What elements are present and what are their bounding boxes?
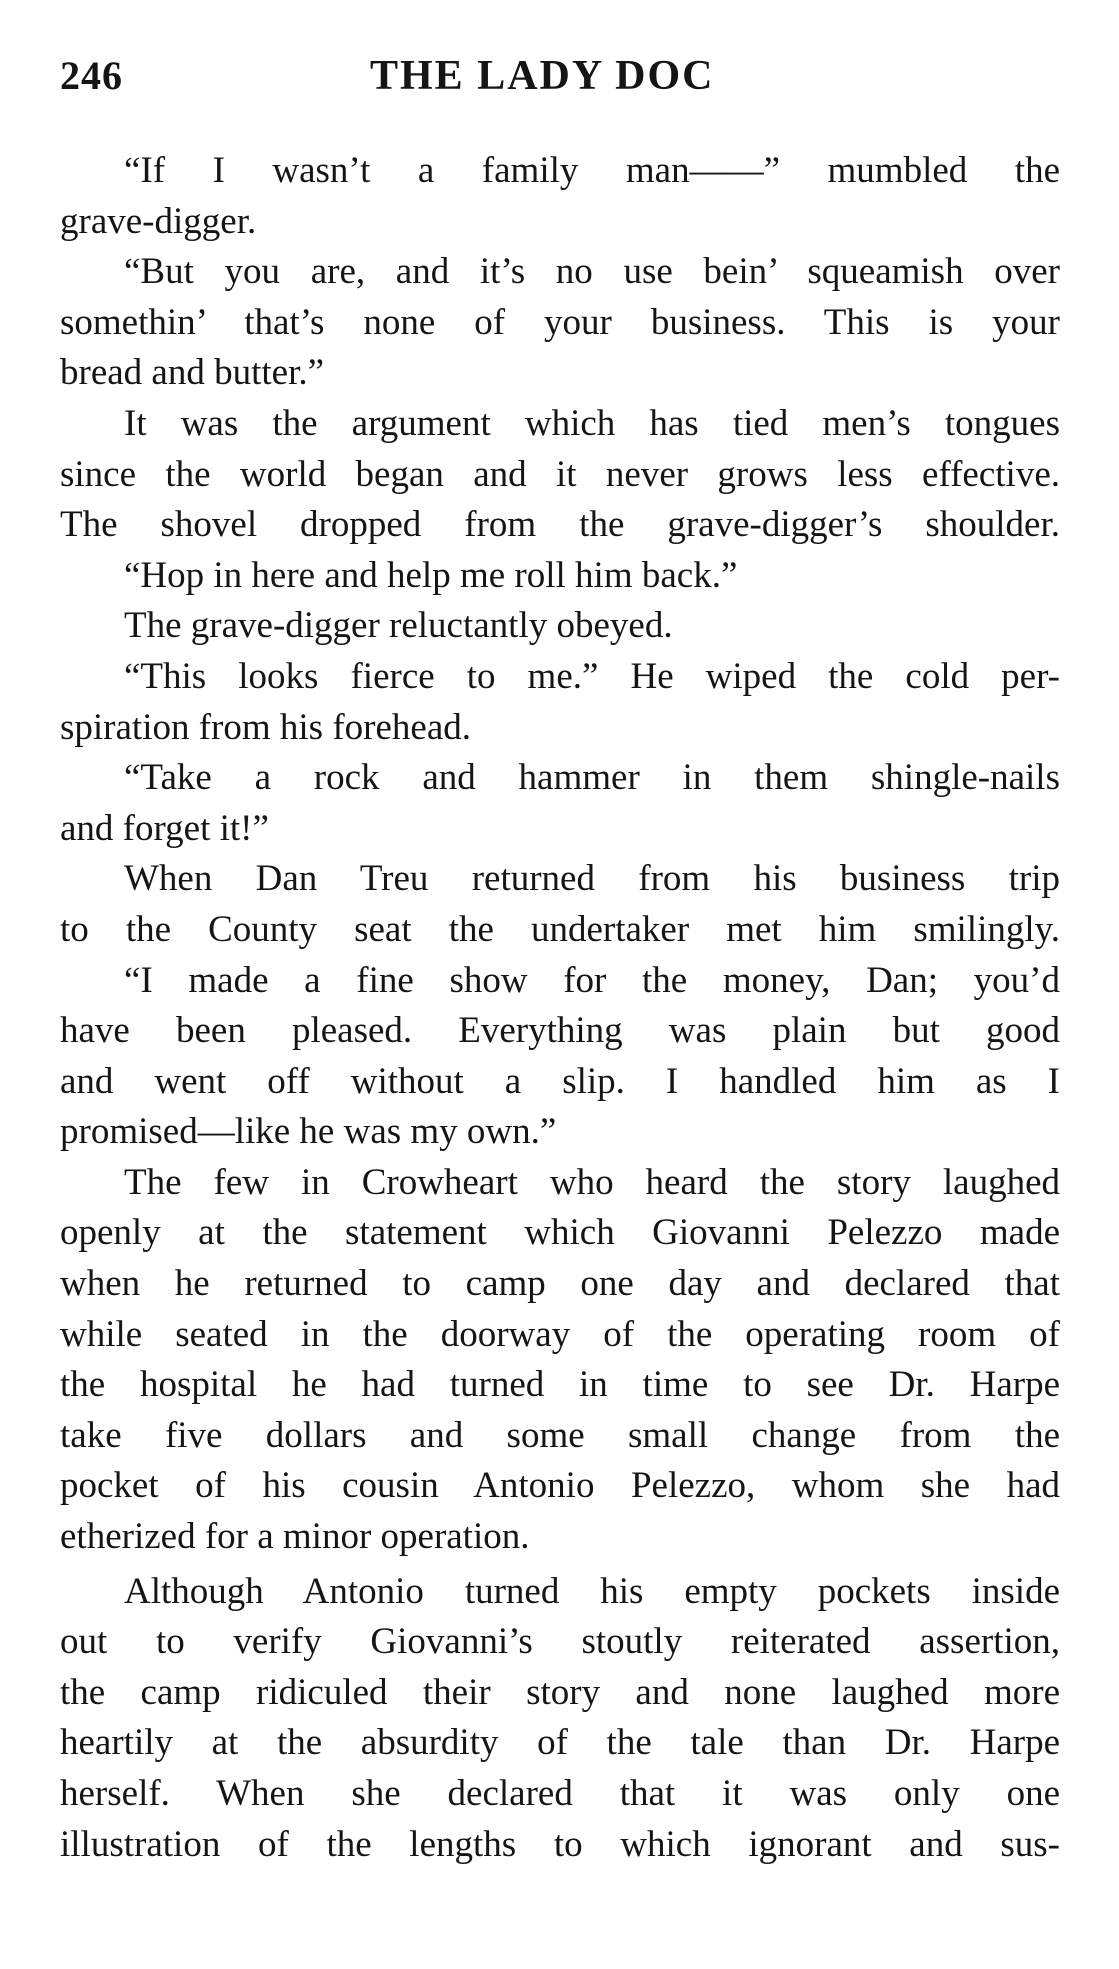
text-line: “I made a fine show for the money, Dan; you’d bbox=[124, 959, 1060, 1001]
text-line: When Dan Treu returned from his business trip bbox=[124, 858, 1060, 900]
text-line: the camp ridiculed their story and none laughed more bbox=[60, 1671, 1060, 1713]
text-line: “Hop in here and help me roll him back.” bbox=[124, 554, 738, 596]
text-line: illustration of the lengths to which ignorant and sus- bbox=[60, 1823, 1060, 1865]
text-line: somethin’ that’s none of your business. This is your bbox=[60, 301, 1060, 343]
text-line: pocket of his cousin Antonio Pelezzo, whom she had bbox=[60, 1465, 1060, 1507]
text-line: The shovel dropped from the grave-digger’s shoulder. bbox=[60, 504, 1060, 546]
body-text bbox=[60, 146, 1060, 1870]
text-line: promised—like he was my own.” bbox=[60, 1111, 557, 1153]
text-line: “This looks fierce to me.” He wiped the cold per- bbox=[124, 655, 1060, 697]
text-line: “Take a rock and hammer in them shingle-nails bbox=[124, 757, 1060, 799]
text-line: herself. When she declared that it was only one bbox=[60, 1773, 1060, 1814]
text-line: bread and butter.” bbox=[60, 352, 325, 394]
text-line: Although Antonio turned his empty pockets inside bbox=[124, 1570, 1060, 1612]
text-line: and went off without a slip. I handled him as I bbox=[60, 1060, 1060, 1102]
text-line: “If I wasn’t a family man——” mumbled the bbox=[124, 150, 1060, 191]
text-line: The grave-digger reluctantly obeyed. bbox=[124, 605, 673, 647]
text-line: “But you are, and it’s no use bein’ squeamish over bbox=[124, 251, 1060, 293]
page-header bbox=[60, 52, 1060, 112]
text-line: take five dollars and some small change from the bbox=[60, 1414, 1060, 1456]
text-line: the hospital he had turned in time to see Dr. Harpe bbox=[60, 1364, 1060, 1406]
text-line: grave-digger. bbox=[60, 200, 257, 242]
text-line: while seated in the doorway of the operating room of bbox=[60, 1313, 1060, 1355]
text-line: have been pleased. Everything was plain but good bbox=[60, 1010, 1060, 1052]
text-line: It was the argument which has tied men’s tongues bbox=[124, 402, 1060, 444]
page-number: 246 bbox=[60, 53, 123, 98]
text-line: out to verify Giovanni’s stoutly reiterated assertion, bbox=[60, 1621, 1060, 1663]
text-line: openly at the statement which Giovanni Pelezzo made bbox=[60, 1212, 1060, 1254]
text-line: heartily at the absurdity of the tale than Dr. Harpe bbox=[60, 1722, 1060, 1764]
text-line: spiration from his forehead. bbox=[60, 706, 471, 748]
text-line: The few in Crowheart who heard the story laughed bbox=[124, 1161, 1060, 1203]
text-line: when he returned to camp one day and declared that bbox=[60, 1263, 1060, 1305]
text-line: since the world began and it never grows less effective. bbox=[60, 453, 1060, 495]
text-line: and forget it!” bbox=[60, 807, 269, 849]
text-line: to the County seat the undertaker met him smilingly. bbox=[60, 908, 1060, 950]
text-line: etherized for a minor operation. bbox=[60, 1516, 530, 1558]
running-title: THE LADY DOC bbox=[370, 53, 715, 99]
